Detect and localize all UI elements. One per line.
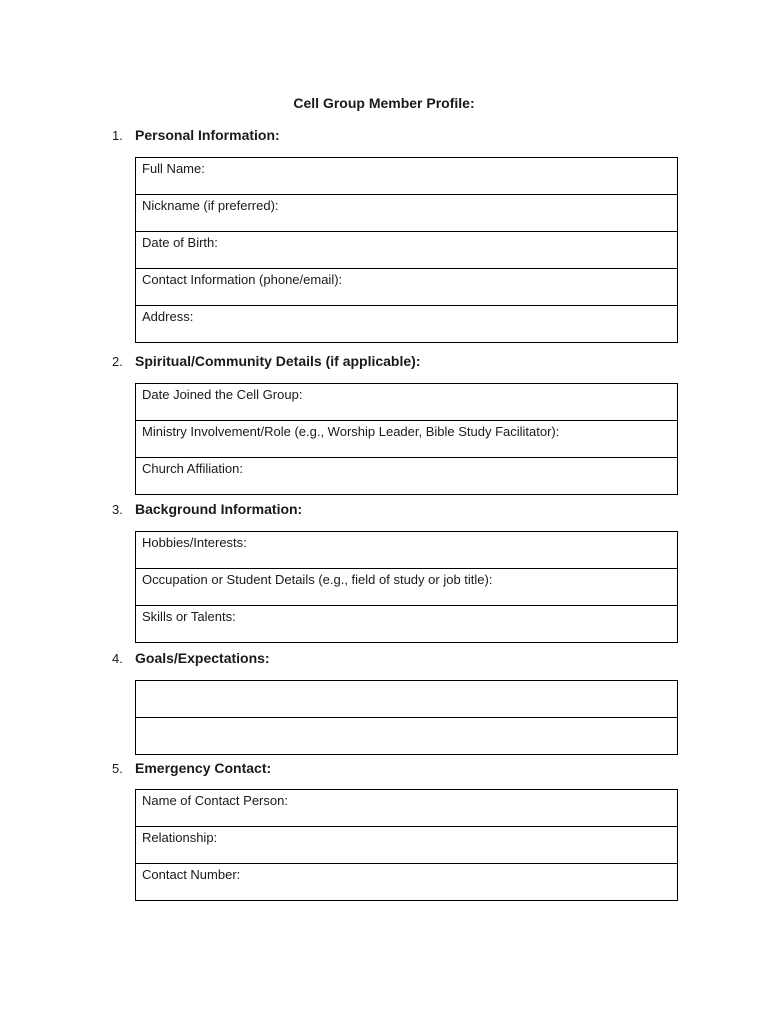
background-information-table bbox=[135, 531, 678, 643]
occupation-field[interactable]: Occupation or Student Details (e.g., field of study or job title): bbox=[136, 569, 678, 606]
table-row bbox=[136, 421, 678, 458]
relationship-field[interactable]: Relationship: bbox=[136, 827, 678, 864]
table-row bbox=[136, 569, 678, 606]
section-heading-personal-information bbox=[112, 126, 280, 144]
section-title: Background Information: bbox=[135, 501, 303, 517]
skills-talents-field[interactable]: Skills or Talents: bbox=[136, 606, 678, 643]
contact-person-name-field[interactable]: Name of Contact Person: bbox=[136, 790, 678, 827]
section-title: Spiritual/Community Details (if applicable): bbox=[135, 353, 421, 369]
section-heading-goals-expectations bbox=[112, 649, 270, 667]
document-title: Cell Group Member Profile: bbox=[293, 95, 475, 111]
contact-number-field[interactable]: Contact Number: bbox=[136, 864, 678, 901]
table-row bbox=[136, 606, 678, 643]
section-number: 2. bbox=[112, 354, 123, 369]
table-row bbox=[136, 232, 678, 269]
date-of-birth-field[interactable]: Date of Birth: bbox=[136, 232, 678, 269]
table-row bbox=[136, 532, 678, 569]
emergency-contact-table bbox=[135, 789, 678, 901]
goals-expectations-table bbox=[135, 680, 678, 755]
section-heading-background-information bbox=[112, 500, 302, 518]
address-field[interactable]: Address: bbox=[136, 306, 678, 343]
table-row bbox=[136, 681, 678, 718]
section-number: 1. bbox=[112, 128, 123, 143]
table-row bbox=[136, 790, 678, 827]
table-row bbox=[136, 718, 678, 755]
section-title: Emergency Contact: bbox=[135, 760, 272, 776]
section-heading-emergency-contact bbox=[112, 759, 271, 777]
date-joined-field[interactable]: Date Joined the Cell Group: bbox=[136, 384, 678, 421]
full-name-field[interactable]: Full Name: bbox=[136, 158, 678, 195]
goals-field-1[interactable] bbox=[136, 681, 678, 718]
hobbies-interests-field[interactable]: Hobbies/Interests: bbox=[136, 532, 678, 569]
section-title: Personal Information: bbox=[135, 127, 280, 143]
section-number: 3. bbox=[112, 502, 123, 517]
section-title: Goals/Expectations: bbox=[135, 650, 270, 666]
nickname-field[interactable]: Nickname (if preferred): bbox=[136, 195, 678, 232]
table-row bbox=[136, 827, 678, 864]
church-affiliation-field[interactable]: Church Affiliation: bbox=[136, 458, 678, 495]
section-heading-spiritual-community-details bbox=[112, 352, 420, 370]
table-row bbox=[136, 384, 678, 421]
ministry-involvement-field[interactable]: Ministry Involvement/Role (e.g., Worship Leader, Bible Study Facilitator): bbox=[136, 421, 678, 458]
table-row bbox=[136, 269, 678, 306]
table-row bbox=[136, 306, 678, 343]
table-row bbox=[136, 195, 678, 232]
spiritual-community-details-table bbox=[135, 383, 678, 495]
table-row bbox=[136, 864, 678, 901]
contact-information-field[interactable]: Contact Information (phone/email): bbox=[136, 269, 678, 306]
section-number: 5. bbox=[112, 761, 123, 776]
section-number: 4. bbox=[112, 651, 123, 666]
table-row bbox=[136, 458, 678, 495]
personal-information-table bbox=[135, 157, 678, 343]
goals-field-2[interactable] bbox=[136, 718, 678, 755]
table-row bbox=[136, 158, 678, 195]
